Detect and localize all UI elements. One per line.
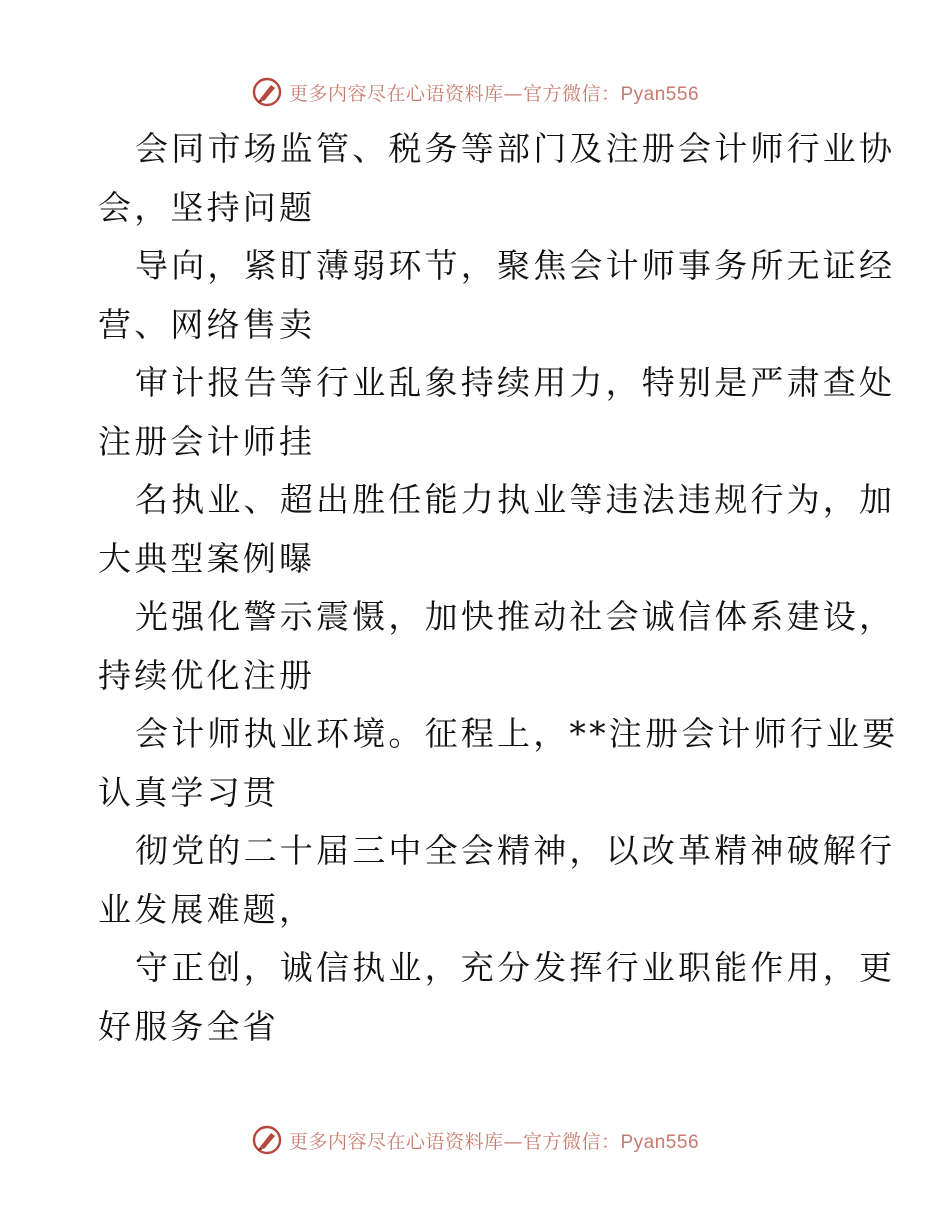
paragraph-1-line-1: 会同市场监管、税务等部门及注册会计师行业协	[135, 129, 896, 168]
paragraph-8-line-2: 好服务全省	[98, 1006, 279, 1046]
paragraph-2-line-1: 导向，紧盯薄弱环节，聚焦会计师事务所无证经	[135, 246, 896, 285]
watermark-prefix: 更多内容尽在心语资料库—官方微信：	[288, 1130, 621, 1153]
paragraph-3-line-2: 注册会计师挂	[98, 421, 316, 461]
watermark-id: Pyan556	[620, 1131, 700, 1153]
paragraph-1-line-2: 会，坚持问题	[98, 187, 316, 227]
paragraph-6-line-2: 认真学习贯	[98, 772, 279, 812]
paragraph-3-line-1: 审计报告等行业乱象持续用力，特别是严肃查处	[135, 363, 896, 402]
paragraph-5-line-1: 光强化警示震慑，加快推动社会诚信体系建设，	[135, 597, 896, 636]
paragraph-4-line-2: 大典型案例曝	[98, 538, 316, 578]
paragraph-4-line-1: 名执业、超出胜任能力执业等违法违规行为，加	[135, 480, 896, 519]
document-body	[98, 120, 899, 1056]
paragraph-5-line-2: 持续优化注册	[98, 655, 316, 695]
pen-logo-icon	[251, 76, 283, 108]
paragraph-7-line-1: 彻党的二十届三中全会精神，以改革精神破解行	[135, 831, 896, 870]
paragraph-6-line-1: 会计师执业环境。征程上，**注册会计师行业要	[135, 714, 899, 753]
paragraph-2-line-2: 营、网络售卖	[98, 304, 316, 344]
paragraph-8-line-1: 守正创，诚信执业，充分发挥行业职能作用，更	[135, 948, 896, 987]
watermark-id: Pyan556	[620, 83, 700, 105]
watermark-text	[289, 1127, 699, 1154]
watermark-prefix: 更多内容尽在心语资料库—官方微信：	[288, 82, 621, 105]
pen-logo-icon	[251, 1124, 283, 1156]
footer-watermark	[0, 1120, 950, 1160]
header-watermark	[0, 72, 950, 112]
watermark-text	[289, 79, 699, 106]
paragraph-7-line-2: 业发展难题，	[98, 889, 316, 929]
